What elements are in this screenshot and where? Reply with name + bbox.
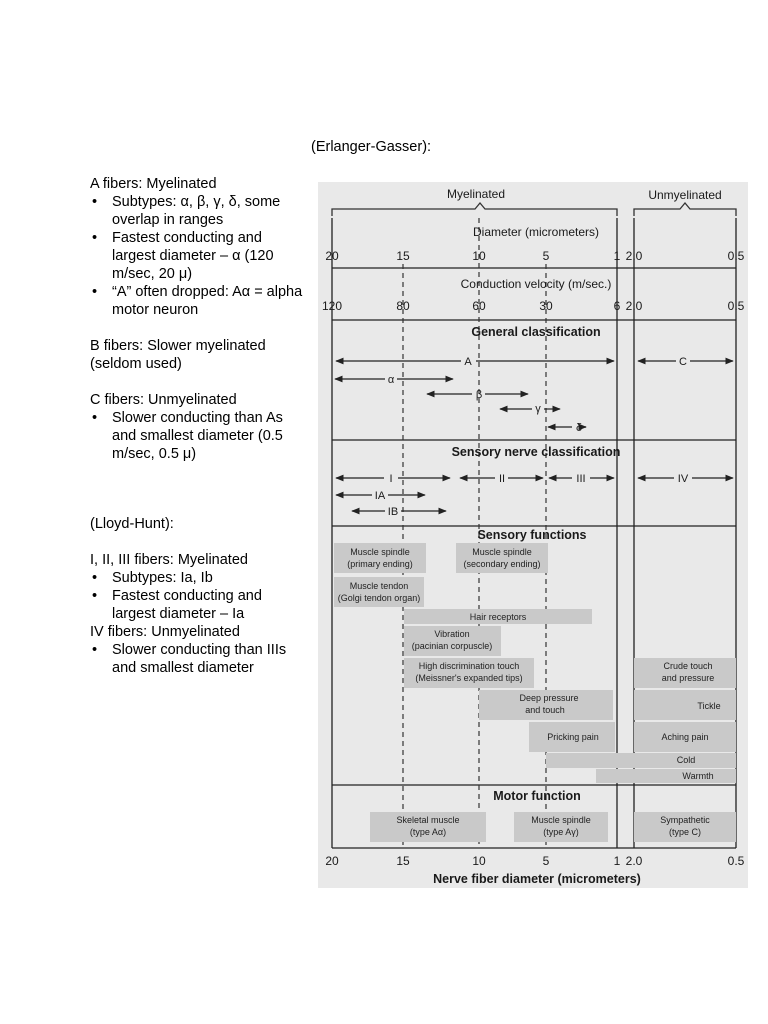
diameter-tick: 15 <box>396 249 410 263</box>
bottom-tick: 0.5 <box>727 854 745 868</box>
function-tickle: Tickle <box>697 701 721 711</box>
figure-svg <box>318 182 748 888</box>
svg-text:(Meissner's expanded tips): (Meissner's expanded tips) <box>415 673 523 683</box>
list-item: • Slower conducting than As and smallest diameter (0.5 m/sec, 0.5 μ) <box>90 409 320 463</box>
svg-text:(type Aα): (type Aα) <box>409 827 447 837</box>
svg-text:and touch: and touch <box>525 705 565 715</box>
function-muscle-tendon: Muscle tendon <box>349 581 409 591</box>
diameter-tick: 5 <box>542 249 550 263</box>
bottom-tick: 20 <box>325 854 339 868</box>
class-c-label: C <box>679 356 687 368</box>
general-classification-title: General classification <box>471 325 601 339</box>
svg-text:(type C): (type C) <box>668 827 702 837</box>
delta-label: δ <box>575 422 583 434</box>
list-item: • Subtypes: α, β, γ, δ, some overlap in ranges <box>90 193 320 229</box>
velocity-tick: 30 <box>539 299 553 313</box>
myelinated-fibers-list <box>90 569 320 623</box>
motor-skeletal-muscle: Skeletal muscle <box>396 815 460 825</box>
myelinated-label: Myelinated <box>446 187 506 201</box>
function-high-discrimination-touch: High discrimination touch <box>418 661 520 671</box>
function-crude-touch: Crude touch <box>663 661 713 671</box>
erlanger-gasser-notes <box>90 175 320 463</box>
nerve-fiber-classification-figure <box>318 182 748 888</box>
list-item: • Fastest conducting and largest diameter – α (120 m/sec, 20 μ) <box>90 229 320 283</box>
lloyd-hunt-heading: (Lloyd-Hunt): <box>90 516 174 532</box>
list-item: • Fastest conducting and largest diameter – Ia <box>90 587 320 623</box>
group-i-label: I <box>389 473 393 485</box>
function-pricking-pain: Pricking pain <box>547 732 599 742</box>
class-a-label: A <box>464 356 472 368</box>
svg-text:(type Aγ): (type Aγ) <box>543 827 579 837</box>
bottom-tick: 5 <box>542 854 550 868</box>
alpha-label: α <box>387 374 395 386</box>
bottom-tick: 2.0 <box>625 854 643 868</box>
b-fibers-sub: (seldom used) <box>90 356 182 372</box>
function-warmth: Warmth <box>682 771 714 781</box>
diameter-tick: 2.0 <box>625 249 643 263</box>
diameter-title: Diameter (micrometers) <box>472 225 600 239</box>
group-iii-label: III <box>576 473 586 485</box>
bottom-tick: 1 <box>613 854 621 868</box>
diameter-tick: 20 <box>325 249 339 263</box>
diameter-tick: 0.5 <box>727 249 745 263</box>
function-cold: Cold <box>676 755 696 765</box>
diameter-tick: 1 <box>613 249 621 263</box>
c-fibers-title: C fibers: Unmyelinated <box>90 392 237 408</box>
group-ib-label: IB <box>387 506 399 518</box>
velocity-title: Conduction velocity (m/sec.) <box>460 277 612 291</box>
function-aching-pain: Aching pain <box>661 732 709 742</box>
unmyelinated-brace <box>634 203 736 216</box>
motor-sympathetic: Sympathetic <box>660 815 710 825</box>
svg-text:(pacinian corpuscle): (pacinian corpuscle) <box>411 641 493 651</box>
svg-text:(secondary ending): (secondary ending) <box>463 559 541 569</box>
beta-label: β <box>475 389 483 401</box>
x-axis-label: Nerve fiber diameter (micrometers) <box>433 872 641 886</box>
unmyelinated-fibers-list <box>90 641 320 677</box>
velocity-tick: 6 <box>613 299 621 313</box>
group-ia-label: IA <box>374 490 386 502</box>
function-muscle-spindle-secondary: Muscle spindle <box>472 547 532 557</box>
function-deep-pressure: Deep pressure <box>519 693 579 703</box>
unmyelinated-fibers-title: IV fibers: Unmyelinated <box>90 624 240 640</box>
motor-function-title: Motor function <box>493 789 581 803</box>
diameter-tick: 10 <box>472 249 486 263</box>
a-fibers-title: A fibers: Myelinated <box>90 176 217 192</box>
a-fibers-list <box>90 193 320 319</box>
group-ii-label: II <box>498 473 506 485</box>
list-item: • Subtypes: Ia, Ib <box>90 569 320 587</box>
svg-text:(Golgi tendon organ): (Golgi tendon organ) <box>337 593 421 603</box>
group-iv-label: IV <box>677 473 689 485</box>
gamma-label: γ <box>535 403 541 415</box>
bottom-tick: 15 <box>396 854 410 868</box>
motor-muscle-spindle: Muscle spindle <box>531 815 591 825</box>
velocity-tick: 120 <box>321 299 343 313</box>
list-item: • “A” often dropped: Aα = alpha motor neuron <box>90 283 320 319</box>
myelinated-brace <box>332 203 617 216</box>
svg-text:and pressure: and pressure <box>661 673 715 683</box>
svg-text:(primary ending): (primary ending) <box>347 559 413 569</box>
unmyelinated-label: Unmyelinated <box>648 188 722 202</box>
function-vibration: Vibration <box>434 629 470 639</box>
velocity-tick: 80 <box>396 299 410 313</box>
lloyd-hunt-notes <box>90 515 320 677</box>
sensory-classification-title: Sensory nerve classification <box>451 445 621 459</box>
function-muscle-spindle-primary: Muscle spindle <box>350 547 410 557</box>
velocity-tick: 0.5 <box>727 299 745 313</box>
b-fibers-title: B fibers: Slower myelinated <box>90 338 266 354</box>
erlanger-gasser-heading: (Erlanger-Gasser): <box>311 139 432 155</box>
velocity-tick: 2.0 <box>625 299 643 313</box>
myelinated-fibers-title: I, II, III fibers: Myelinated <box>90 552 248 568</box>
list-item: • Slower conducting than IIIs and smallest diameter <box>90 641 320 677</box>
sensory-functions-title: Sensory functions <box>477 528 587 542</box>
velocity-tick: 60 <box>472 299 486 313</box>
bottom-tick: 10 <box>472 854 486 868</box>
function-hair-receptors: Hair receptors <box>469 612 527 622</box>
c-fibers-list <box>90 409 320 463</box>
